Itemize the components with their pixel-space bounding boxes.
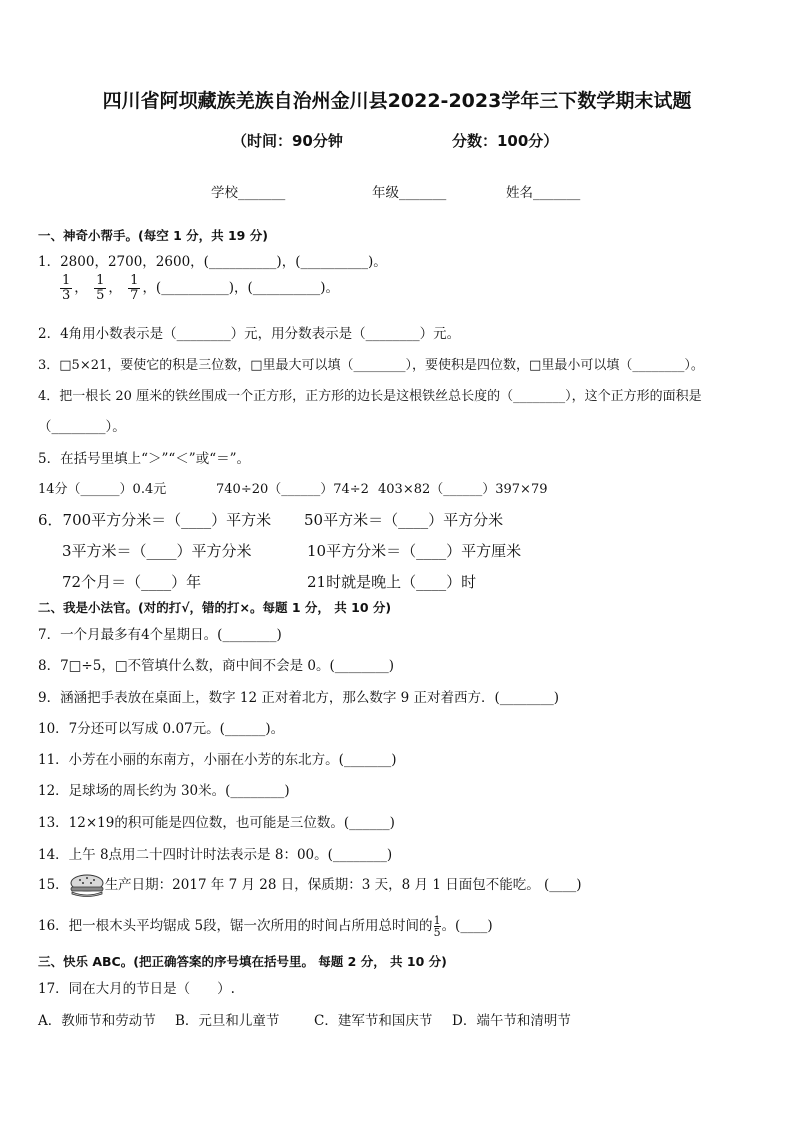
question-8: 8．7□÷5，□不管填什么数，商中间不会是 0。(________) (38, 658, 395, 674)
score-label: 分数：100分） (452, 132, 559, 150)
question-12: 12．足球场的周长约为 30米。(________) (38, 783, 290, 799)
school-field: 学校_______ (211, 185, 286, 201)
q5-item-2: 740÷20（______）74÷2 (216, 482, 369, 497)
question-9: 9．涵涵把手表放在桌面上，数字 12 正对着北方，那么数字 9 正对着西方．(________) (38, 690, 560, 706)
section-1-heading: 一、神奇小帮手。(每空 1 分，共 19 分) (38, 228, 268, 243)
question-15: 15． 生产日期：2017 年 7 月 28 日，保质期：3 天，8 月 1 日面包不能吃。 (____) (38, 873, 582, 898)
question-14: 14．上午 8点用二十四时计时法表示是 8：00。(________) (38, 847, 393, 863)
bread-icon (69, 874, 105, 898)
q5-item-1: 14分（______）0.4元 (38, 482, 167, 497)
section-3-heading: 三、快乐 ABC。(把正确答案的序号填在括号里。 每题 2 分， 共 10 分) (38, 954, 447, 969)
q5-item-3: 403×82（______）397×79 (378, 482, 548, 497)
q6-item-6: 21时就是晚上（____）时 (307, 573, 477, 591)
question-5: 5．在括号里填上“＞”“＜”或“＝”。 (38, 451, 250, 467)
question-1b: $\frac{1}{3}$ ， $\frac{1}{5}$ ， $\frac{1}{7}$ ，(__________)，(__________)。 (62, 273, 340, 303)
fraction-1-7: $\frac{1}{7}$ (130, 273, 139, 303)
time-label: （时间：90分钟 (232, 132, 343, 150)
q6-item-1: 6．700平方分米＝（____）平方米 (38, 511, 272, 529)
q6-item-3: 3平方米＝（____）平方分米 (62, 542, 252, 560)
question-4b: （________）。 (38, 419, 126, 435)
question-4a: 4．把一根长 20 厘米的铁丝围成一个正方形，正方形的边长是这根铁丝总长度的（________），这个正方形的面积是 (38, 389, 702, 404)
grade-field: 年级_______ (372, 185, 447, 201)
question-1a: 1．2800，2700，2600，(__________)，(__________)。 (38, 254, 387, 270)
q17-option-d: D．端午节和清明节 (452, 1013, 571, 1029)
question-11: 11．小芳在小丽的东南方，小丽在小芳的东北方。(_______) (38, 752, 397, 768)
q6-item-2: 50平方米＝（____）平方分米 (304, 511, 504, 529)
fraction-1-5: $\frac{1}{5}$ (96, 273, 105, 303)
question-17: 17．同在大月的节日是（ ）. (38, 981, 235, 997)
q17-option-a: A．教师节和劳动节 (38, 1013, 156, 1029)
question-10: 10．7分还可以写成 0.07元。(______)。 (38, 721, 285, 737)
fraction-1-3: $\frac{1}{3}$ (62, 273, 71, 303)
q17-option-b: B．元旦和儿童节 (175, 1013, 280, 1029)
question-13: 13．12×19的积可能是四位数，也可能是三位数。(______) (38, 815, 395, 831)
question-2: 2．4角用小数表示是（________）元，用分数表示是（________）元。 (38, 326, 461, 342)
name-field: 姓名_______ (506, 185, 581, 201)
fraction-1-5-small: $\frac{1}{5}$ (433, 914, 441, 939)
q6-item-4: 10平方分米＝（____）平方厘米 (307, 542, 522, 560)
section-2-heading: 二、我是小法官。(对的打√，错的打×。每题 1 分， 共 10 分) (38, 600, 392, 615)
page-title: 四川省阿坝藏族羌族自治州金川县2022-2023学年三下数学期末试题 (102, 90, 692, 112)
question-3: 3．□5×21，要使它的积是三位数，□里最大可以填（________），要使积是四位数，□里最小可以填（________）。 (38, 358, 704, 373)
question-16: 16．把一根木头平均锯成 5段，锯一次所用的时间占所用总时间的 $\frac{1}{5}$ 。(____) (38, 914, 493, 939)
question-7: 7．一个月最多有4个星期日。(________) (38, 627, 282, 643)
q17-option-c: C．建军节和国庆节 (314, 1013, 433, 1029)
q6-item-5: 72个月＝（____）年 (62, 573, 202, 591)
